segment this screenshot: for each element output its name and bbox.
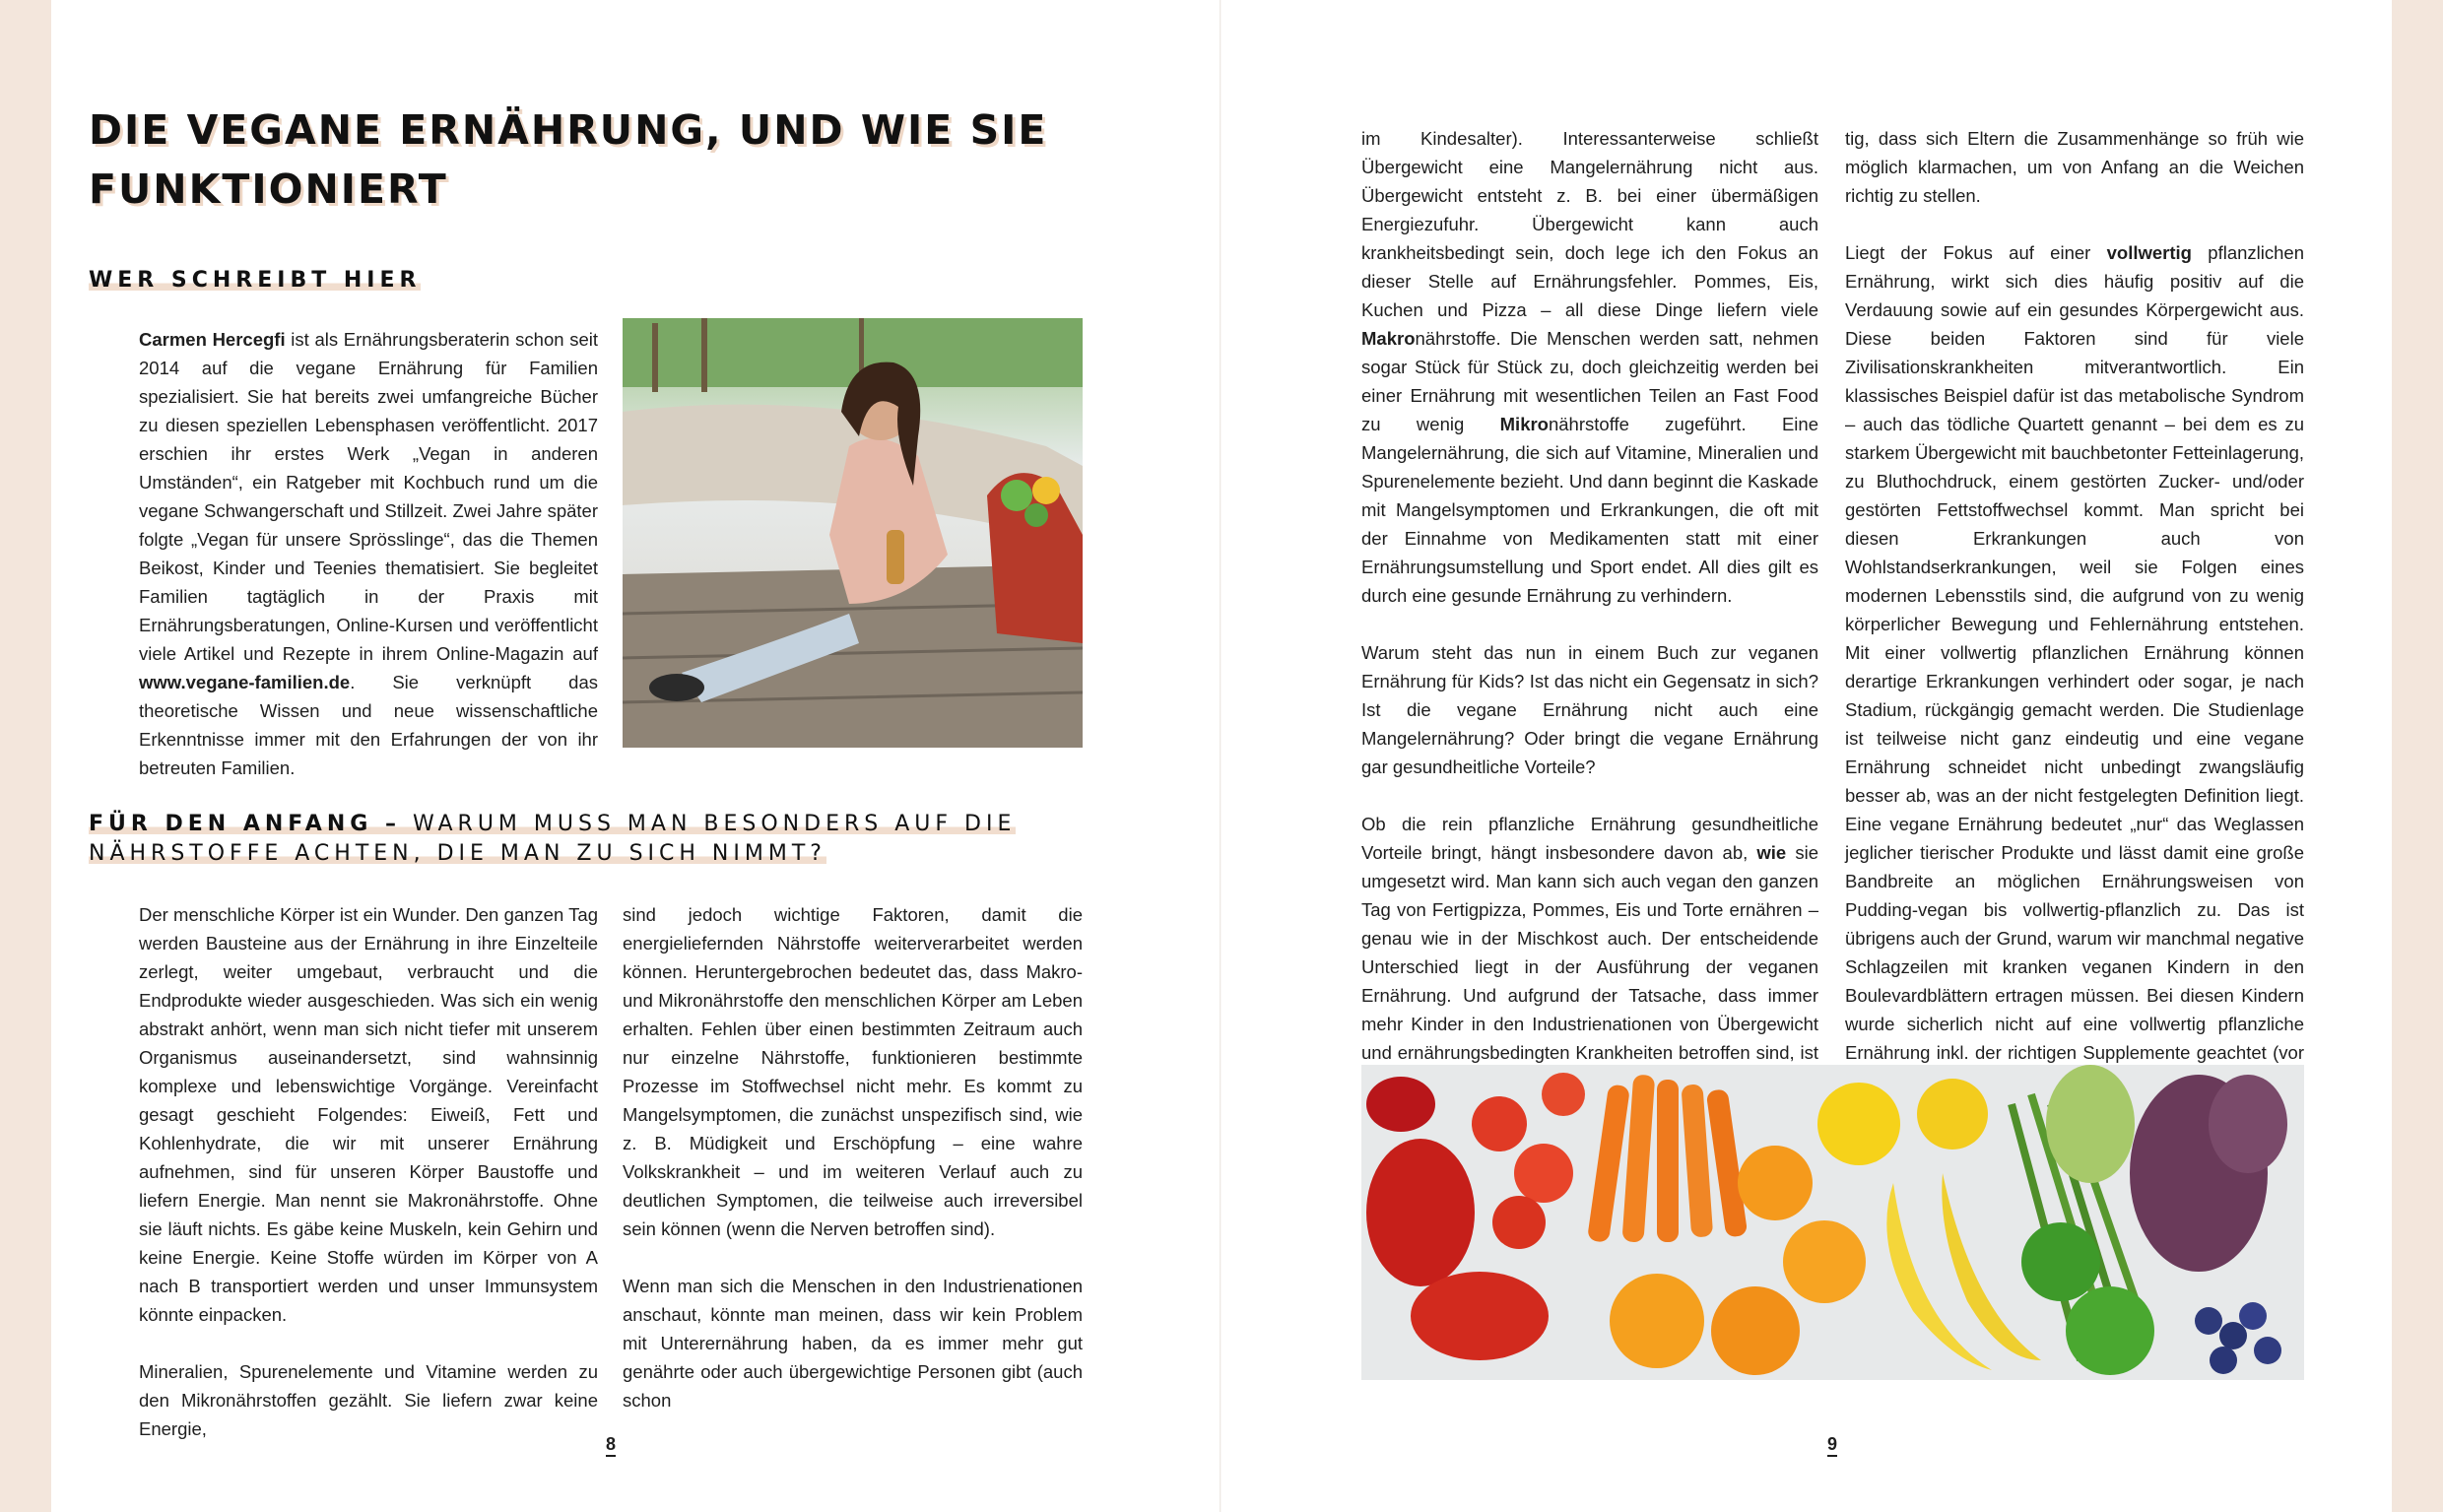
chapter-title: DIE VEGANE ERNÄHRUNG, UND WIE SIE FUNKTIONIERT <box>89 106 1048 213</box>
nutrients-heading-text <box>89 812 1016 866</box>
page-number-right-text: 9 <box>1827 1434 1837 1457</box>
right-b-p2-text-c: pflanzlichen Ernährung, wirkt sich dies häufig positiv auf die Verdauung sowie auf ein gesundes Körpergewicht aus. Diese beiden Faktoren sind für viele Zivilisationskrankheiten mitverantwortlich. Ein klassisches Beispiel dafür ist das metabolische Syndrom – auch das tödliche Quartett genannt – bei dem es zu starkem Übergewicht mit bauchbetonter Fetteinlagerung, zu Bluthochdruck, einem gestörten Zucker- und/oder gestörten Fettstoffwechsel kommt. Man spricht bei diesen Erkrankungen auch von Wohlstandserkrankungen, weil sie Folgen eines modernen Lebensstils sind, die aufgrund von zu wenig körperlicher Bewegung und Fehlernährung entstehen. Mit einer vollwertig pflanzlichen Ernährung können derartige Erkrankungen verhindert oder sogar, je nach Stadium, rückgängig gemacht werden. Die Studienlage ist teilweise nicht ganz eindeutig und eine vegane Ernährung schneidet nicht unbedingt zwangsläufig besser ab, was an der nicht festgelegten Definition liegt. Eine vegane Ernährung bedeutet „nur“ das Weglassen jeglicher tierischer Produkte und lässt damit eine große Bandbreite an möglichen Ernährungsweisen von Pudding-vegan bis vollwertig-pflanzlich zu. Das ist übrigens auch der Grund, warum wir manchmal negative Schlagzeilen mit kranken veganen Kindern in den Boulevardblättern ertragen müssen. Bei diesen Kindern wurde sicherlich nicht auf eine vollwertig pflanzliche Ernährung inkl. der richtigen Supplemente geachtet (vor <box>1845 242 2304 1063</box>
right-a-p3-bold-wie: wie <box>1756 842 1787 863</box>
author-section-heading <box>89 266 778 296</box>
right-a-paragraph-2: Warum steht das nun in einem Buch zur veganen Ernährung für Kids? Ist das nicht ein Gegensatz in sich? Ist die vegane Ernährung nicht auch eine Mangelernährung? Oder bringt die vegane Ernährung gar gesundheitliche Vorteile? <box>1361 642 1818 777</box>
carrots <box>1587 1075 1748 1243</box>
vegetables-photo <box>1361 1065 2304 1380</box>
author-text-1: ist als Ernährungsberaterin schon seit 2014 auf die vegane Ernährung für Familien spezialisiert. Sie hat bereits zwei umfangreiche Bücher zu diesen speziellen Lebensphasen veröffentlicht. 2017 erschien ihr erstes Werk „Vegan in anderen Umständen“, ein Ratgeber mit Kochbuch rund um die vegane Schwangerschaft und Stillzeit. Zwei Jahre später folgte „Vegan für unsere Sprösslinge“, das die Themen Beikost, Kinder und Teenies thematisiert. Sie begleitet Familien tagtäglich in der Praxis mit Ernährungsberatungen, Online-Kursen und veröffentlicht viele Artikel und Rezepte in ihrem Online-Magazin auf <box>139 329 598 664</box>
right-a-p1-bold-mikro: Mikro <box>1499 414 1549 434</box>
sneaker <box>649 674 704 701</box>
bottle <box>887 530 904 584</box>
right-b-p2-bold-vollwertig: vollwertig <box>2106 242 2192 263</box>
right-a-paragraph-3 <box>1361 810 1818 1095</box>
left-column-a <box>139 900 598 1443</box>
right-b-paragraph-1: tig, dass sich Eltern die Zusammenhänge so früh wie möglich klarmachen, um von Anfang an die Weichen richtig zu stellen. <box>1845 128 2304 206</box>
right-a-p1-bold-makro: Makro <box>1361 328 1416 349</box>
trees-background <box>623 318 1083 387</box>
author-name: Carmen Hercegfi <box>139 329 286 350</box>
book-gutter <box>1220 0 1222 1512</box>
left-column-b <box>623 900 1083 1414</box>
nutrients-section-heading <box>89 810 1054 869</box>
page-number-left-text: 8 <box>606 1434 616 1457</box>
page-number-left <box>591 1434 630 1455</box>
right-a-p1-text-d: nährstoffe zugeführt. Eine Mangelernährung, die sich auf Vitamine, Mineralien und Spurenelemente bezieht. Und dann beginnt die Kaskade mit Mangelsymptomen und Erkrankungen, die oft mit der Einnahme von Medikamenten statt mit einer Ernährungsumstellung und Sport endet. All dies gilt es durch eine gesunde Ernährung zu verhindern. <box>1361 414 1818 606</box>
right-a-p3-text-a: Ob die rein pflanzliche Ernährung gesundheitliche Vorteile bringt, hängt insbesondere davon ab, <box>1361 814 1818 863</box>
author-photo <box>623 318 1083 748</box>
right-column-a <box>1361 124 1818 1095</box>
right-a-p1-text-a: im Kindesalter). Interessanterweise schließt Übergewicht eine Mangelernährung nicht aus. Übergewicht entsteht z. B. bei einer übermäßigen Energiezufuhr. Übergewicht kann auch krankheitsbedingt sein, doch lege ich den Fokus an dieser Stelle auf Ernährungsfehler. Pommes, Eis, Kuchen und Pizza – all diese Dinge liefern viele <box>1361 128 1818 320</box>
right-a-p3-text-c: sie umgesetzt wird. Man kann sich auch vegan den ganzen Tag von Fertigpizza, Pommes, Eis und Torte ernähren – genau wie in der Mischkost auch. Der entscheidende Unterschied liegt in der Ausführung der veganen Ernährung. Und aufgrund der Tatsache, dass immer mehr Kinder in den Industrienationen von Übergewicht und ernährungsbedingten Krankheiten betroffen sind, ist <box>1361 842 1818 1063</box>
right-a-paragraph-1 <box>1361 124 1818 610</box>
author-paragraph <box>139 325 598 782</box>
page-number-right <box>1813 1434 1852 1455</box>
author-column <box>139 325 598 782</box>
left-b-paragraph-1: sind jedoch wichtige Faktoren, damit die energieliefernden Nährstoffe weiterverarbeitet werden können. Heruntergebrochen bedeutet das, dass Makro- und Mikronährstoffe den menschlichen Körper am Leben erhalten. Fehlen über einen bestimmten Zeitraum auch nur einzelne Nährstoffe, funktionieren bestimmte Prozesse im Stoffwechsel nicht mehr. Es kommt zu Mangelsymptomen, die zunächst unspezifisch sind, wie z. B. Müdigkeit und Erschöpfung – eine wahre Volkskrankheit – und im weiteren Verlauf auch zu deutlichen Symptomen, die teilweise auch irreversibel sein können (wenn die Nerven betroffen sind). <box>623 904 1083 1239</box>
left-b-paragraph-2: Wenn man sich die Menschen in den Industrienationen anschaut, könnte man meinen, dass wir kein Problem mit Unterernährung haben, da es immer mehr gut genährte oder auch übergewichtige Personen gibt (auch schon <box>623 1276 1083 1411</box>
author-website: www.vegane-familien.de <box>139 672 351 692</box>
left-a-paragraph-1: Der menschliche Körper ist ein Wunder. Den ganzen Tag werden Bausteine aus der Ernährung in ihre Einzelteile zerlegt, weiter umgebaut, verbraucht und die Endprodukte wieder ausgeschieden. Was sich ein wenig abstrakt anhört, wenn man sich nicht tiefer mit unserem Organismus auseinandersetzt, sind wahnsinnig komplexe und lebenswichtige Vorgänge. Vereinfacht gesagt geschieht Folgendes: Eiweiß, Fett und Kohlenhydrate, die wir mit unserer Ernährung aufnehmen, sind für unseren Körper Baustoffe und liefern Energie. Man nennt sie Makronährstoffe. Ohne sie läuft nichts. Es gäbe keine Muskeln, kein Gehirn und keine Energie. Keine Stoffe würden im Körper von A nach B transportiert werden und unser Immunsystem könnte einpacken. <box>139 904 598 1325</box>
right-column-b <box>1845 124 2304 1124</box>
right-b-paragraph-2 <box>1845 238 2304 1124</box>
right-b-p2-text-a: Liegt der Fokus auf einer <box>1845 242 2107 263</box>
left-a-paragraph-2: Mineralien, Spurenelemente und Vitamine werden zu den Mikronährstoffen gezählt. Sie liefern zwar keine Energie, <box>139 1361 598 1439</box>
author-section-heading-text: WER SCHREIBT HIER <box>89 268 422 293</box>
nutrients-heading-bold: FÜR DEN ANFANG – <box>89 812 401 836</box>
nutrients-heading-rest: WARUM MUSS MAN BESONDERS AUF DIE NÄHRSTOFFE ACHTEN, DIE MAN ZU SICH NIMMT? <box>89 812 1017 866</box>
right-a-p1-text-c: nährstoffe. Die Menschen werden satt, nehmen sogar Stück für Stück zu, doch gleichzeitig werden bei einer Ernährung mit wesentlichen Teilen an Fast Food zu wenig <box>1361 328 1818 434</box>
author-text-2: . Sie verknüpft das theoretische Wissen und neue wissenschaftliche Erkenntnisse immer mit den Erfahrungen der von ihr betreuten Familien. <box>139 672 598 778</box>
